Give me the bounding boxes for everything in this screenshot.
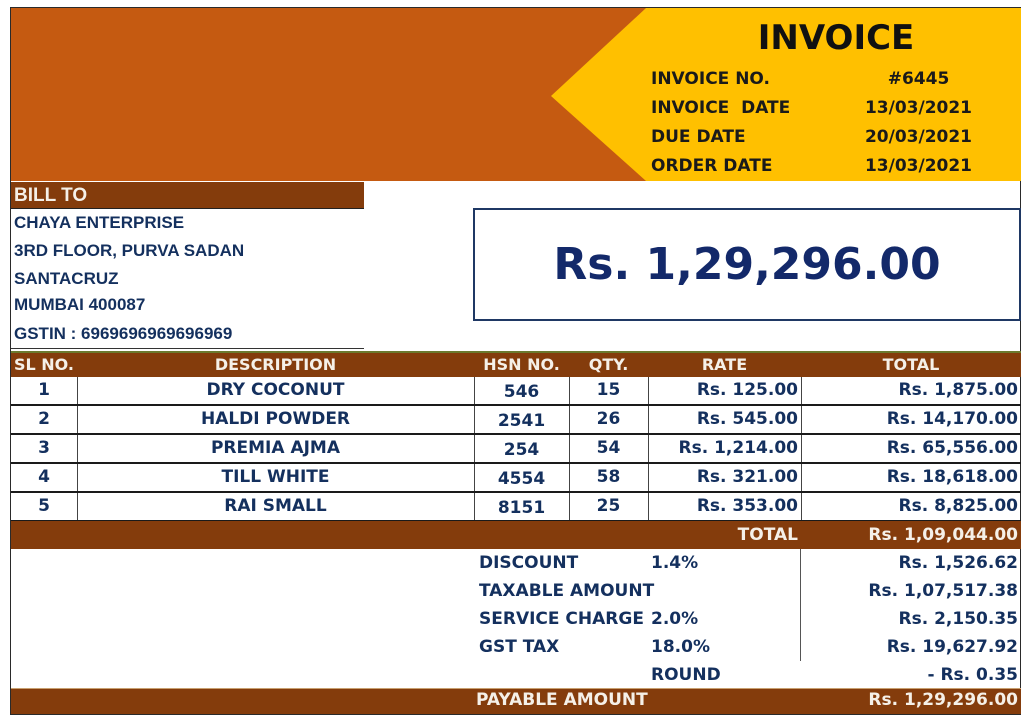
cell-hsn-no: 2541 — [497, 411, 546, 431]
invoice-date-value: 13/03/2021 — [864, 98, 973, 118]
amount-due-value: Rs. 1,29,296.00 — [553, 239, 941, 290]
amount-due-box — [473, 208, 1021, 321]
cell-total: Rs. 8,825.00 — [898, 496, 1018, 516]
items-total-row — [11, 521, 1021, 549]
column-divider — [648, 406, 649, 433]
column-divider — [648, 377, 649, 404]
column-divider — [77, 406, 78, 433]
invoice-no-value: #6445 — [887, 69, 950, 89]
invoice-date-label: INVOICE DATE — [651, 98, 791, 118]
table-row — [11, 493, 1021, 522]
cell-sl-no: 4 — [38, 467, 50, 487]
column-divider — [569, 435, 570, 462]
cell-qty: 15 — [596, 380, 621, 400]
cell-sl-no: 3 — [38, 438, 50, 458]
cell-description: DRY COCONUT — [206, 380, 345, 400]
bill-to-address-line-2: SANTACRUZ — [14, 269, 119, 288]
column-divider — [648, 464, 649, 491]
due-date-label: DUE DATE — [651, 127, 746, 147]
cell-hsn-no: 4554 — [497, 469, 546, 489]
payable-value: Rs. 1,29,296.00 — [868, 690, 1018, 710]
summary-rate: 2.0% — [651, 609, 699, 629]
cell-total: Rs. 18,618.00 — [886, 467, 1018, 487]
invoice-title: INVOICE — [757, 18, 915, 58]
summary-label: SERVICE CHARGE — [479, 609, 644, 629]
cell-qty: 54 — [596, 438, 621, 458]
header-hsn-no: HSN NO. — [483, 355, 560, 374]
column-divider — [801, 406, 802, 433]
column-divider — [569, 377, 570, 404]
summary-value: - Rs. 0.35 — [927, 665, 1018, 685]
table-row — [11, 464, 1021, 493]
header-rate: RATE — [701, 355, 748, 374]
column-divider — [801, 435, 802, 462]
summary-value: Rs. 1,07,517.38 — [868, 581, 1018, 601]
column-divider — [474, 435, 475, 462]
cell-sl-no: 1 — [38, 380, 50, 400]
order-date-value: 13/03/2021 — [864, 156, 973, 176]
payable-label: PAYABLE AMOUNT — [476, 690, 648, 710]
cell-rate: Rs. 125.00 — [696, 380, 798, 400]
cell-description: HALDI POWDER — [200, 409, 351, 429]
cell-description: TILL WHITE — [221, 467, 330, 487]
bill-to-address-line-3: MUMBAI 400087 — [14, 295, 146, 314]
column-divider — [77, 493, 78, 520]
cell-sl-no: 5 — [38, 496, 50, 516]
address-divider — [11, 348, 364, 349]
payable-amount-row — [11, 688, 1021, 714]
cell-total: Rs. 65,556.00 — [886, 438, 1018, 458]
summary-value: Rs. 1,526.62 — [898, 553, 1018, 573]
cell-total: Rs. 14,170.00 — [886, 409, 1018, 429]
items-total-label: TOTAL — [737, 525, 798, 545]
table-row — [11, 435, 1021, 464]
summary-label: DISCOUNT — [479, 553, 579, 573]
summary-label: TAXABLE AMOUNT — [479, 581, 655, 601]
items-table-header — [11, 351, 1021, 377]
cell-qty: 25 — [596, 496, 621, 516]
column-divider — [801, 464, 802, 491]
column-divider — [569, 493, 570, 520]
cell-hsn-no: 254 — [503, 440, 540, 460]
cell-rate: Rs. 321.00 — [696, 467, 798, 487]
column-divider — [648, 493, 649, 520]
summary-rate: 1.4% — [651, 553, 699, 573]
header-description: DESCRIPTION — [214, 355, 337, 374]
cell-rate: Rs. 1,214.00 — [678, 438, 798, 458]
summary-rate: ROUND — [651, 665, 721, 685]
summary-rate: 18.0% — [651, 637, 710, 657]
column-divider — [569, 406, 570, 433]
invoice-sheet — [10, 7, 1021, 715]
summary-value: Rs. 19,627.92 — [886, 637, 1018, 657]
column-divider — [474, 464, 475, 491]
column-divider — [569, 464, 570, 491]
cell-description: RAI SMALL — [224, 496, 327, 516]
column-divider — [801, 377, 802, 404]
column-divider — [77, 464, 78, 491]
summary-value: Rs. 2,150.35 — [898, 609, 1018, 629]
cell-description: PREMIA AJMA — [210, 438, 341, 458]
cell-sl-no: 2 — [38, 409, 50, 429]
header-total: TOTAL — [882, 355, 940, 374]
column-divider — [474, 377, 475, 404]
summary-label: GST TAX — [479, 637, 560, 657]
table-row — [11, 377, 1021, 406]
column-divider — [474, 406, 475, 433]
cell-rate: Rs. 545.00 — [696, 409, 798, 429]
bill-to-heading: BILL TO — [11, 182, 364, 209]
cell-qty: 58 — [596, 467, 621, 487]
summary-divider — [800, 549, 801, 661]
items-total-value: Rs. 1,09,044.00 — [868, 525, 1018, 545]
cell-total: Rs. 1,875.00 — [898, 380, 1018, 400]
column-divider — [648, 435, 649, 462]
due-date-value: 20/03/2021 — [864, 127, 973, 147]
column-divider — [474, 493, 475, 520]
table-row — [11, 406, 1021, 435]
invoice-no-label: INVOICE NO. — [651, 69, 770, 89]
bill-to-gstin: GSTIN : 6969696969696969 — [14, 324, 233, 343]
column-divider — [801, 493, 802, 520]
order-date-label: ORDER DATE — [651, 156, 773, 176]
column-divider — [77, 435, 78, 462]
header-sl-no: SL NO. — [14, 355, 75, 374]
bill-to-company: CHAYA ENTERPRISE — [14, 213, 185, 232]
cell-hsn-no: 8151 — [497, 498, 546, 518]
cell-hsn-no: 546 — [503, 382, 540, 402]
column-divider — [77, 377, 78, 404]
cell-rate: Rs. 353.00 — [696, 496, 798, 516]
cell-qty: 26 — [596, 409, 621, 429]
bill-to-address-line-1: 3RD FLOOR, PURVA SADAN — [14, 241, 245, 260]
header-qty: QTY. — [588, 355, 629, 374]
